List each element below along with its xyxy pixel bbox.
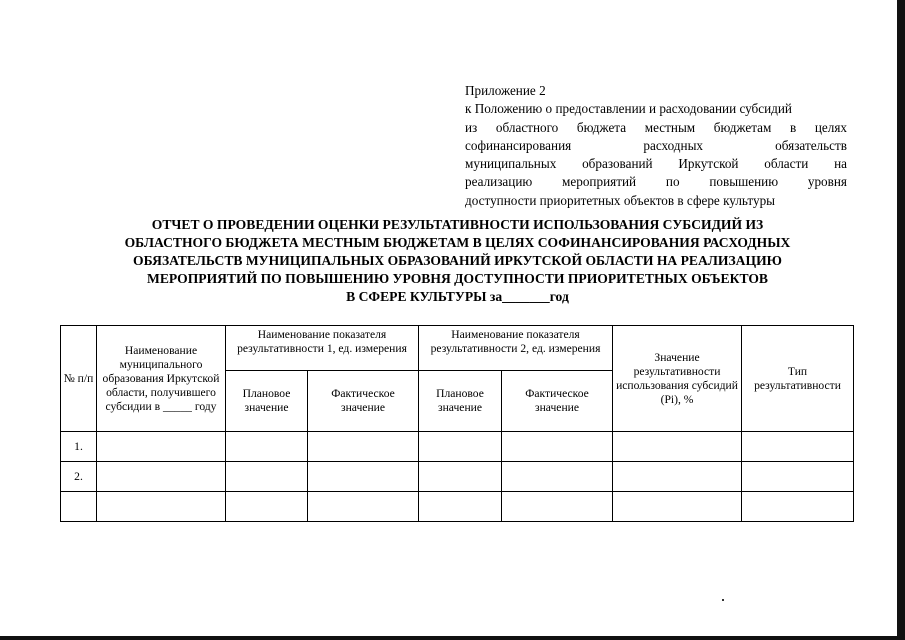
report-title-line: В СФЕРЕ КУЛЬТУРЫ за_______год bbox=[346, 289, 569, 304]
page-edge-right bbox=[897, 0, 905, 640]
report-title-line: МЕРОПРИЯТИЙ ПО ПОВЫШЕНИЮ УРОВНЯ ДОСТУПНОСТИ ПРИОРИТЕТНЫХ ОБЪЕКТОВ bbox=[147, 271, 768, 286]
table-row bbox=[61, 492, 854, 522]
report-title-line: ОТЧЕТ О ПРОВЕДЕНИИ ОЦЕНКИ РЕЗУЛЬТАТИВНОСТИ ИСПОЛЬЗОВАНИЯ СУБСИДИЙ ИЗ bbox=[151, 217, 764, 232]
table-cell bbox=[613, 492, 742, 522]
table-cell bbox=[613, 462, 742, 492]
table-cell bbox=[502, 492, 613, 522]
table-cell bbox=[419, 492, 502, 522]
table-cell bbox=[226, 462, 308, 492]
table-cell bbox=[308, 432, 419, 462]
header-num: № п/п bbox=[61, 326, 97, 432]
table-cell bbox=[419, 462, 502, 492]
report-title-line: ОБЯЗАТЕЛЬСТВ МУНИЦИПАЛЬНЫХ ОБРАЗОВАНИЙ ИРКУТСКОЙ ОБЛАСТИ НА РЕАЛИЗАЦИЮ bbox=[133, 253, 782, 268]
row-number: 2. bbox=[61, 462, 97, 492]
page-edge-bottom bbox=[0, 636, 905, 640]
header-actual-1: Фактическое значение bbox=[308, 371, 419, 432]
header-value: Значение результативности использования субсидий (Pi), % bbox=[613, 326, 742, 432]
table-cell bbox=[742, 462, 854, 492]
table-cell bbox=[419, 432, 502, 462]
header-planned-2: Плановое значение bbox=[419, 371, 502, 432]
table-row bbox=[61, 462, 854, 492]
header-indicator-2: Наименование показателя результативности 2, ед. измерения bbox=[419, 326, 613, 371]
table-cell bbox=[97, 462, 226, 492]
table-cell bbox=[226, 492, 308, 522]
table-cell bbox=[502, 432, 613, 462]
report-title-line: ОБЛАСТНОГО БЮДЖЕТА МЕСТНЫМ БЮДЖЕТАМ В ЦЕЛЯХ СОФИНАНСИРОВАНИЯ РАСХОДНЫХ bbox=[124, 235, 791, 250]
table-cell bbox=[308, 492, 419, 522]
header-actual-2: Фактическое значение bbox=[502, 371, 613, 432]
appendix-line: из областного бюджета местным бюджетам в целях bbox=[465, 119, 847, 135]
appendix-number: Приложение 2 bbox=[465, 83, 546, 98]
row-number: 1. bbox=[61, 432, 97, 462]
appendix-line: доступности приоритетных объектов в сфере культуры bbox=[465, 192, 776, 208]
appendix-line: реализацию мероприятий по повышению уровня bbox=[465, 174, 847, 190]
table-cell bbox=[226, 432, 308, 462]
table-cell bbox=[742, 492, 854, 522]
appendix-line: муниципальных образований Иркутской области на bbox=[465, 156, 847, 172]
table-row bbox=[61, 432, 854, 462]
appendix-block bbox=[465, 82, 847, 210]
appendix-line: софинансирования расходных обязательств bbox=[465, 137, 847, 153]
table-cell bbox=[613, 432, 742, 462]
row-number bbox=[61, 492, 97, 522]
report-title bbox=[60, 216, 855, 306]
report-table bbox=[60, 325, 854, 522]
appendix-line: к Положению о предоставлении и расходовании субсидий bbox=[465, 101, 792, 117]
header-municipality: Наименование муниципального образования Иркутской области, получившего субсидии в _____ году bbox=[97, 326, 226, 432]
scan-speck bbox=[722, 599, 724, 601]
table-cell bbox=[97, 432, 226, 462]
header-indicator-1: Наименование показателя результативности 1, ед. измерения bbox=[226, 326, 419, 371]
header-type: Тип результативности bbox=[742, 326, 854, 432]
table-cell bbox=[308, 462, 419, 492]
table-cell bbox=[97, 492, 226, 522]
table-cell bbox=[742, 432, 854, 462]
header-planned-1: Плановое значение bbox=[226, 371, 308, 432]
table-cell bbox=[502, 462, 613, 492]
